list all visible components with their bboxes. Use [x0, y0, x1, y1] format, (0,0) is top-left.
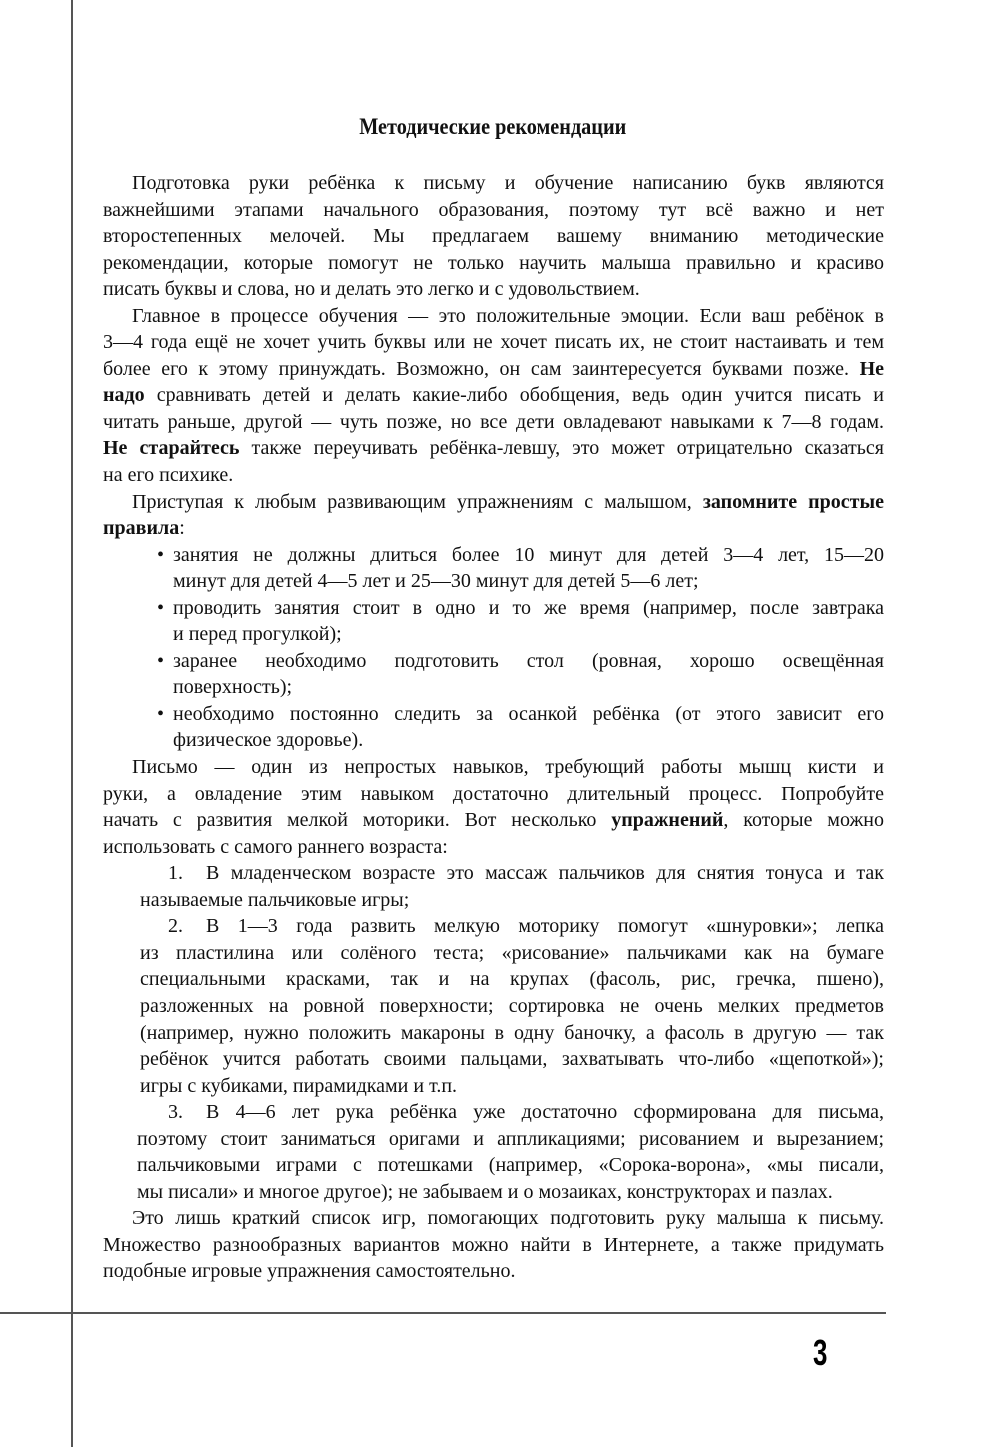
bullet-item-line	[103, 701, 884, 728]
text-run: подобные игровые упражнения самостоятельно.	[103, 1260, 516, 1283]
paragraph-line	[103, 329, 884, 356]
text-run: Главное в процессе обучения — это положительные эмоции. Если ваш ребёнок в	[132, 304, 884, 327]
numbered-item-line	[103, 966, 884, 993]
text-run: мы писали» и многое другое); не забываем и о мозаиках, конструкторах и пазлах.	[137, 1180, 833, 1203]
paragraph-line	[103, 435, 884, 462]
bullet-icon: •	[157, 702, 165, 725]
paragraph-line	[103, 409, 884, 436]
text-run: разложенных на ровной поверхности; сортировка не очень мелких предметов	[140, 994, 884, 1017]
paragraph-line	[103, 781, 884, 808]
paragraph-line	[103, 1205, 884, 1232]
text-run: игры с кубиками, пирамидками и т.п.	[140, 1074, 458, 1097]
paragraph-line	[103, 276, 884, 303]
numbered-item-line	[103, 860, 884, 887]
text-run: рекомендации, которые помогут не только научить малыша правильно и красиво	[103, 251, 884, 274]
text-run: Письмо — один из непростых навыков, требующий работы мышц кисти и	[132, 756, 884, 779]
bullet-icon: •	[157, 649, 165, 672]
paragraph-line	[103, 754, 884, 781]
text-run: Это лишь краткий список игр, помогающих подготовить руку малыша к письму.	[132, 1207, 884, 1230]
bullet-item-line	[103, 621, 884, 648]
text-run: сравнивать детей и делать какие-либо обобщения, ведь один учится писать и	[144, 384, 884, 407]
text-run: использовать с самого раннего возраста:	[103, 835, 448, 858]
text-run: Подготовка руки ребёнка к письму и обучение написанию букв являются	[132, 172, 884, 194]
text-run: специальными красками, так и на крупах (фасоль, рис, гречка, пшено),	[140, 968, 884, 991]
text-run: , которые можно	[723, 809, 884, 832]
text-run: физическое здоровье).	[173, 729, 364, 752]
paragraph-line	[103, 356, 884, 383]
page-title-text: Методические рекомендации	[359, 114, 627, 139]
document-body	[103, 170, 884, 1285]
bold-text: правила	[103, 517, 180, 540]
numbered-item-line	[103, 1046, 884, 1073]
text-run: В 1—3 года развить мелкую моторику помогут «шнуровки»; лепка	[206, 915, 884, 938]
text-run: Множество разнообразных вариантов можно найти в Интернете, а также придумать	[103, 1233, 884, 1256]
numbered-item-line	[103, 913, 884, 940]
text-run: называемые пальчиковые игры;	[140, 888, 410, 911]
text-run: писать буквы и слова, но и делать это легко и с удовольствием.	[103, 278, 640, 301]
text-run: Приступая к любым развивающим упражнениям с малышом,	[132, 490, 703, 513]
list-number: 1.	[168, 862, 183, 885]
numbered-item-line	[103, 1126, 884, 1153]
numbered-item-line	[103, 1152, 884, 1179]
paragraph-line	[103, 462, 884, 489]
text-run: руки, а овладение этим навыком достаточно длительный процесс. Попробуйте	[103, 782, 884, 805]
text-run: В 4—6 лет рука ребёнка уже достаточно сформирована для письма,	[206, 1101, 884, 1124]
paragraph-line	[103, 1232, 884, 1259]
text-run: и перед прогулкой);	[173, 623, 342, 646]
text-run: начать с развития мелкой моторики. Вот несколько	[103, 809, 612, 832]
list-number: 3.	[168, 1101, 183, 1124]
page-footer-rule	[0, 1312, 886, 1314]
text-run: поэтому стоит заниматься оригами и аппликациями; рисованием и вырезанием;	[137, 1127, 884, 1150]
page-number: 3	[813, 1332, 828, 1373]
numbered-item-line	[103, 1020, 884, 1047]
text-run: минут для детей 4—5 лет и 25—30 минут для детей 5—6 лет;	[173, 570, 699, 593]
bullet-item-line	[103, 674, 884, 701]
bullet-item-line	[103, 542, 884, 569]
bullet-icon: •	[157, 543, 165, 566]
bullet-item-line	[103, 727, 884, 754]
text-run: на его психике.	[103, 464, 234, 487]
paragraph-line	[103, 515, 884, 542]
bold-text: Не старайтесь	[103, 437, 240, 460]
paragraph-line	[103, 250, 884, 277]
text-run: проводить занятия стоит в одно и то же время (например, после завтрака	[173, 596, 884, 619]
paragraph-line	[103, 303, 884, 330]
page-title	[0, 112, 986, 142]
numbered-item-line	[103, 887, 884, 914]
paragraph-line	[103, 197, 884, 224]
bullet-item-line	[103, 568, 884, 595]
bold-text: надо	[103, 384, 145, 407]
paragraph-line	[103, 170, 884, 197]
paragraph-line	[103, 382, 884, 409]
text-run: более его к этому принуждать. Возможно, он сам заинтересуется буквами позже.	[103, 357, 860, 380]
paragraph-line	[103, 223, 884, 250]
bullet-item-line	[103, 595, 884, 622]
text-run: занятия не должны длиться более 10 минут для детей 3—4 лет, 15—20	[173, 543, 884, 566]
text-run: :	[179, 517, 185, 540]
paragraph-line	[103, 807, 884, 834]
numbered-item-line	[103, 940, 884, 967]
text-run: читать раньше, другой — чуть позже, но все дети овладевают навыками к 7—8 годам.	[103, 410, 884, 433]
paragraph-line	[103, 834, 884, 861]
text-run: пальчиковыми играми с потешками (например, «Сорока-ворона», «мы писали,	[137, 1154, 884, 1177]
numbered-item-line	[103, 993, 884, 1020]
bold-text: запомните простые	[702, 490, 884, 513]
text-run: необходимо постоянно следить за осанкой ребёнка (от этого зависит его	[173, 702, 884, 725]
text-run: второстепенных мелочей. Мы предлагаем вашему вниманию методические	[103, 225, 884, 248]
text-run: ребёнок учится работать своими пальцами, захватывать что-либо «щепоткой»);	[140, 1048, 884, 1071]
text-run: 3—4 года ещё не хочет учить буквы или не хочет писать их, не стоит настаивать и тем	[103, 331, 884, 354]
bullet-icon: •	[157, 596, 165, 619]
paragraph-line	[103, 489, 884, 516]
paragraph-line	[103, 1258, 884, 1285]
text-run: заранее необходимо подготовить стол (ровная, хорошо освещённая	[173, 649, 884, 672]
bold-text: упражнений	[611, 809, 724, 832]
list-number: 2.	[168, 915, 183, 938]
text-run: важнейшими этапами начального образования, поэтому тут всё важно и нет	[103, 198, 884, 221]
numbered-item-line	[103, 1179, 884, 1206]
page-margin-vertical-rule	[71, 0, 73, 1447]
text-run: также переучивать ребёнка-левшу, это может отрицательно сказаться	[239, 437, 884, 460]
numbered-item-line	[103, 1099, 884, 1126]
bullet-item-line	[103, 648, 884, 675]
bold-text: Не	[859, 357, 884, 380]
numbered-item-line	[103, 1073, 884, 1100]
text-run: В младенческом возрасте это массаж пальчиков для снятия тонуса и так	[206, 862, 884, 885]
text-run: из пластилина или солёного теста; «рисование» пальчиками как на бумаге	[140, 941, 884, 964]
text-run: поверхность);	[173, 676, 293, 699]
text-run: (например, нужно положить макароны в одну баночку, а фасоль в другую — так	[140, 1021, 884, 1044]
